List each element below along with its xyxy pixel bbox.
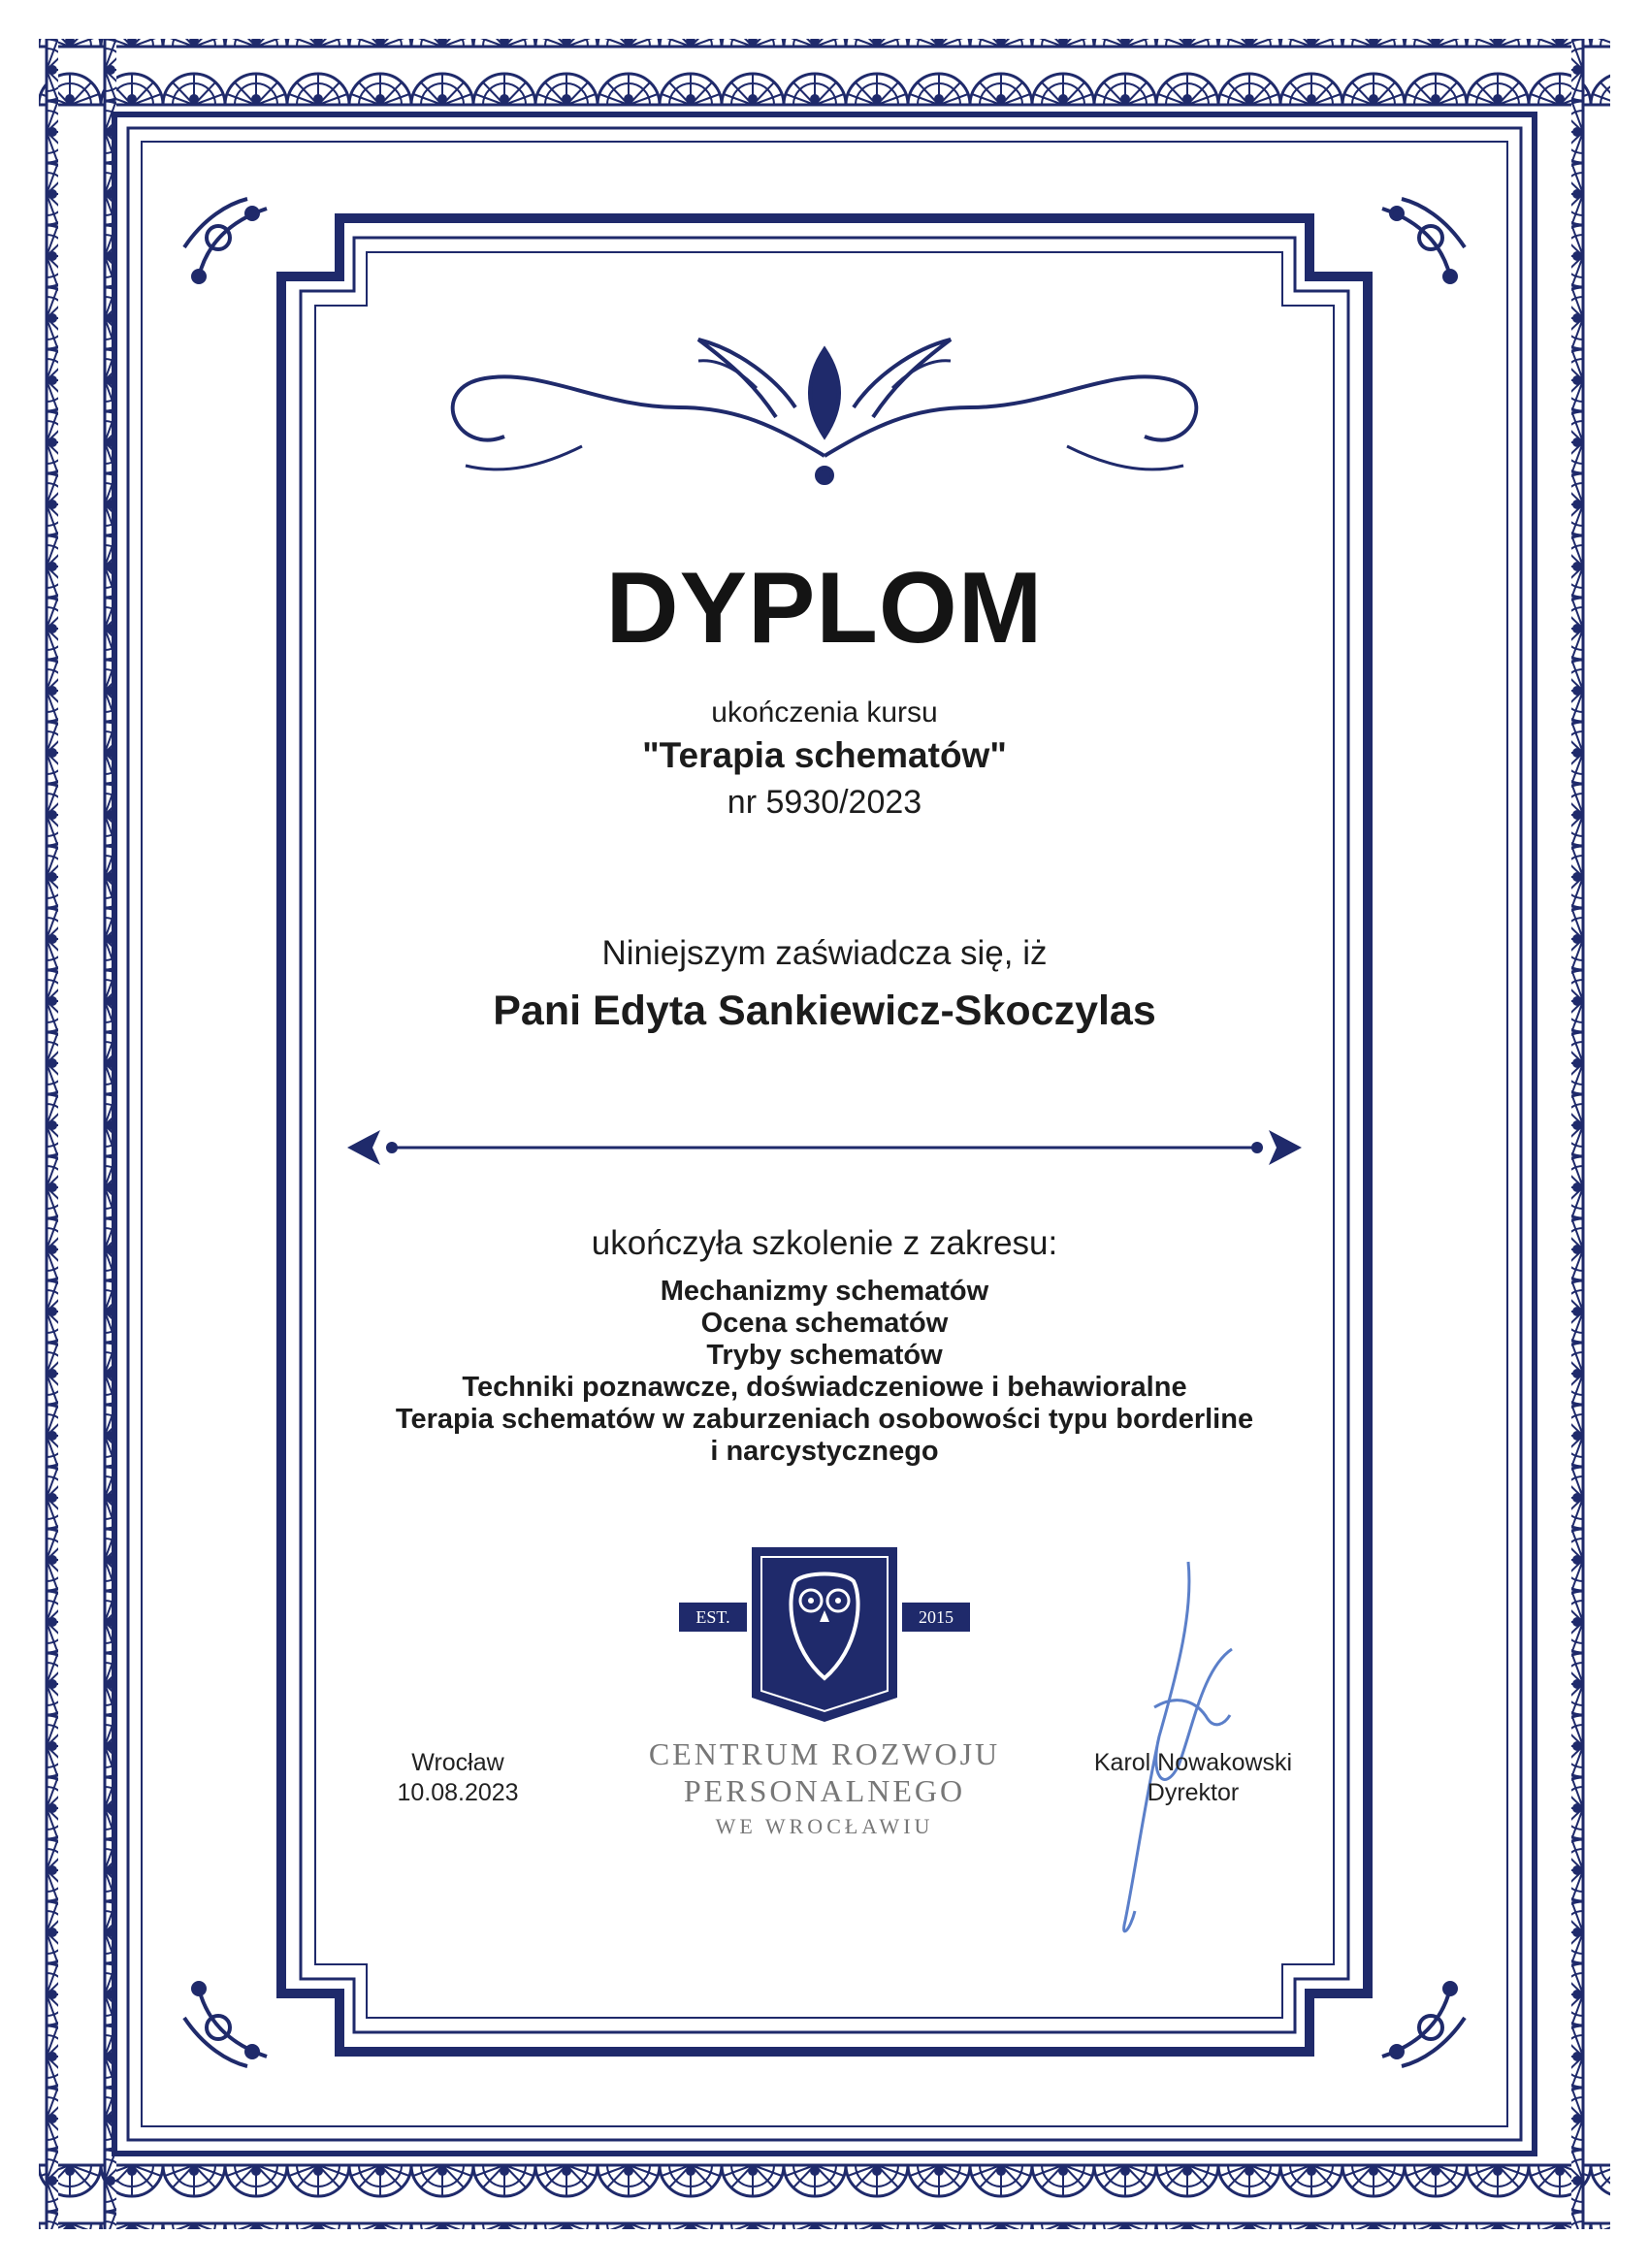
issue-date: 10.08.2023 [397, 1779, 519, 1806]
diploma-subtitle: ukończenia kursu [711, 697, 938, 729]
scope-intro: ukończyła szkolenie z zakresu: [591, 1224, 1058, 1262]
recipient-name: Pani Edyta Sankiewicz-Skoczylas [493, 988, 1156, 1034]
topic-item: Tryby schematów [706, 1340, 943, 1371]
signer-block [1048, 1748, 1339, 1808]
diploma-title: DYPLOM [605, 552, 1044, 664]
issue-place-date [361, 1748, 555, 1808]
issue-place: Wrocław [411, 1749, 504, 1776]
signer-role: Dyrektor [1147, 1779, 1240, 1806]
course-name: "Terapia schematów" [642, 735, 1007, 775]
logo-est-label: EST. [695, 1607, 730, 1627]
topic-item: Terapia schematów w zaburzeniach osobowości typu borderline [395, 1404, 1254, 1435]
topics-list [242, 1276, 1406, 1468]
topic-item: Ocena schematów [700, 1308, 949, 1339]
diploma-number: nr 5930/2023 [727, 784, 922, 821]
topic-item: Mechanizmy schematów [660, 1276, 989, 1307]
logo-line-1: CENTRUM ROZWOJU [648, 1736, 1001, 1771]
topic-item: i narcystycznego [710, 1436, 939, 1467]
institution-logo [669, 1542, 980, 1727]
topic-item: Techniki poznawcze, doświadczeniowe i behawioralne [462, 1372, 1187, 1403]
logo-line-3: WE WROCŁAWIU [715, 1814, 934, 1838]
signer-name: Karol Nowakowski [1093, 1749, 1293, 1776]
logo-line-2: PERSONALNEGO [683, 1773, 966, 1808]
certify-text: Niniejszym zaświadcza się, iż [601, 934, 1048, 972]
logo-year: 2015 [919, 1607, 954, 1627]
